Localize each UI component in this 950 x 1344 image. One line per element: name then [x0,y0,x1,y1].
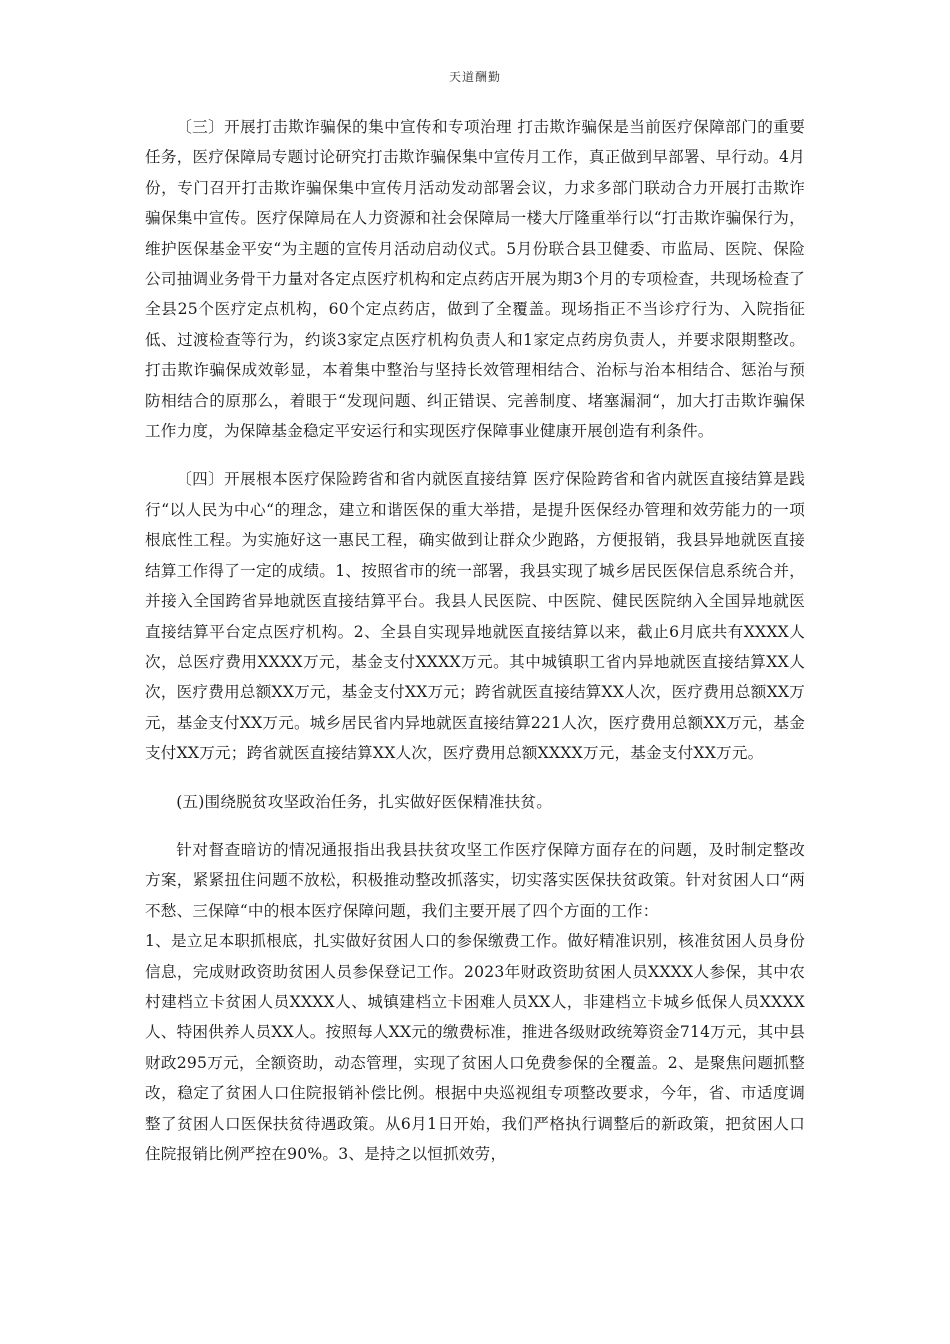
document-body [145,112,805,1187]
paragraph-section-3: 〔三〕开展打击欺诈骗保的集中宣传和专项治理 打击欺诈骗保是当前医疗保障部门的重要任务，医疗保障局专题讨论研究打击欺诈骗保集中宣传月工作，真正做到早部署、早行动。4月份，专门召开打击欺诈骗保集中宣传月活动发动部署会议，力求多部门联动合力开展打击欺诈骗保集中宣传。医疗保障局在人力资源和社会保障局一楼大厅隆重举行以“打击欺诈骗保行为，维护医保基金平安“为主题的宣传月活动启动仪式。5月份联合县卫健委、市监局、医院、保险公司抽调业务骨干力量对各定点医疗机构和定点药店开展为期3个月的专项检查，共现场检查了全县25个医疗定点机构，60个定点药店，做到了全覆盖。现场指正不当诊疗行为、入院指征低、过渡检查等行为，约谈3家定点医疗机构负责人和1家定点药房负责人，并要求限期整改。打击欺诈骗保成效彰显，本着集中整治与坚持长效管理相结合、治标与治本相结合、惩治与预防相结合的原那么，着眼于“发现问题、纠正错误、完善制度、堵塞漏洞“，加大打击欺诈骗保工作力度，为保障基金稳定平安运行和实现医疗保障事业健康开展创造有利条件。 [145,118,805,441]
page-header: 天道酬勤 [448,70,501,84]
paragraph-section-5-items: 1、是立足本职抓根底，扎实做好贫困人口的参保缴费工作。做好精准识别，核准贫困人员身份信息，完成财政资助贫困人员参保登记工作。2023年财政资助贫困人员XXXX人参保，其中农村建档立卡贫困人员XXXX人、城镇建档立卡困难人员XX人，非建档立卡城乡低保人员XXXX人、特困供养人员XX人。按照每人XX元的缴费标准，推进各级财政统筹资金714万元，其中县财政295万元，全额资助，动态管理，实现了贫困人口免费参保的全覆盖。2、是聚焦问题抓整改，稳定了贫困人口住院报销补偿比例。根据中央巡视组专项整改要求，今年，省、市适度调整了贫困人口医保扶贫待遇政策。从6月1日开始，我们严格执行调整后的新政策，把贫困人口住院报销比例严控在90%。3、是持之以恒抓效劳， [145,932,805,1163]
paragraph-section-4: 〔四〕开展根本医疗保险跨省和省内就医直接结算 医疗保险跨省和省内就医直接结算是践行“以人民为中心“的理念，建立和谐医保的重大举措，是提升医保经办管理和效劳能力的一项根底性工程。为实施好这一惠民工程，确实做到让群众少跑路，方便报销，我县异地就医直接结算工作得了一定的成绩。1、按照省市的统一部署，我县实现了城乡居民医保信息系统合并，并接入全国跨省异地就医直接结算平台。我县人民医院、中医院、健民医院纳入全国异地就医直接结算平台定点医疗机构。2、全县自实现异地就医直接结算以来，截止6月底共有XXXX人次，总医疗费用XXXX万元，基金支付XXXX万元。其中城镇职工省内异地就医直接结算XX人次，医疗费用总额XX万元，基金支付XX万元；跨省就医直接结算XX人次，医疗费用总额XX万元，基金支付XX万元。城乡居民省内异地就医直接结算221人次，医疗费用总额XX万元，基金支付XX万元；跨省就医直接结算XX人次，医疗费用总额XXXX万元，基金支付XX万元。 [145,470,805,763]
paragraph-section-5-intro: 针对督查暗访的情况通报指出我县扶贫攻坚工作医疗保障方面存在的问题，及时制定整改方案，紧紧扭住问题不放松，积极推动整改抓落实，切实落实医保扶贫政策。针对贫困人口“两不愁、三保障“中的根本医疗保障问题，我们主要开展了四个方面的工作： [145,840,805,920]
paragraph-section-5-heading: (五)围绕脱贫攻坚政治任务，扎实做好医保精准扶贫。 [176,792,553,811]
